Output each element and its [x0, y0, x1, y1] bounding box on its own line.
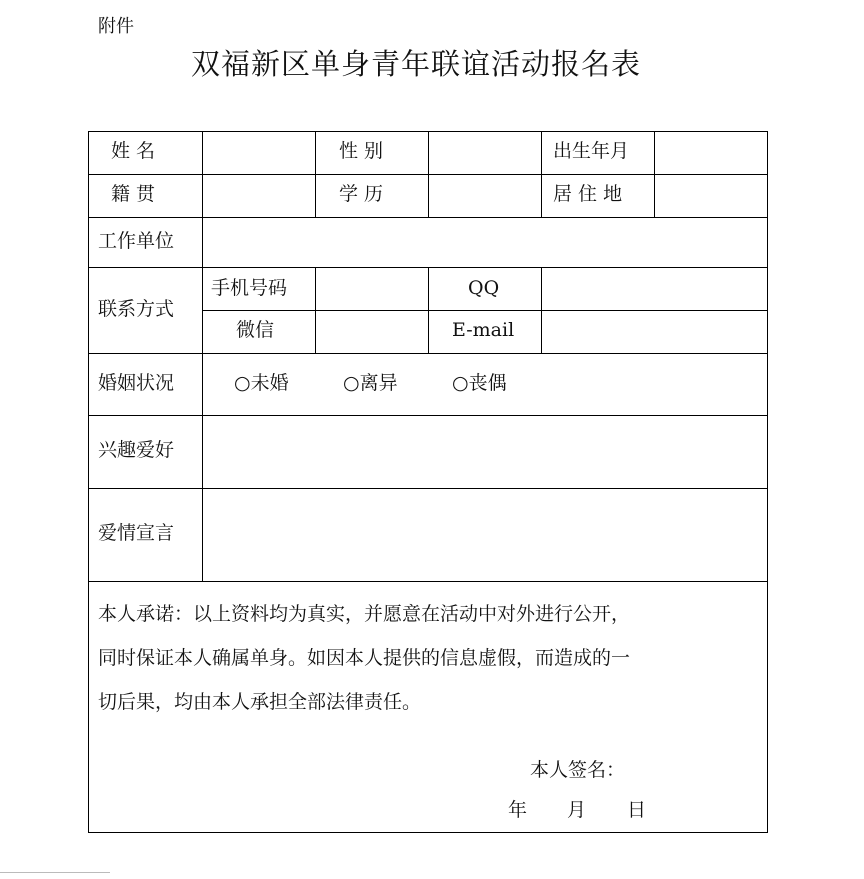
qq-field[interactable]: [542, 268, 767, 310]
marital-option-unmarried[interactable]: ○未婚: [234, 372, 289, 394]
registration-form: [88, 131, 768, 833]
native-place-label: 籍 贯: [111, 183, 156, 205]
attachment-label: 附件: [98, 16, 134, 37]
hobbies-label: 兴趣爱好: [98, 439, 175, 461]
date-day: 日: [627, 799, 647, 821]
wechat-field[interactable]: [316, 311, 428, 353]
gender-field[interactable]: [429, 132, 541, 174]
marital-status-label: 婚姻状况: [98, 372, 175, 394]
name-field[interactable]: [203, 132, 315, 174]
page-edge-line: [0, 872, 110, 873]
contact-label: 联系方式: [98, 298, 175, 320]
column-divider: [541, 132, 542, 217]
wechat-label: 微信: [236, 319, 275, 341]
education-label: 学 历: [339, 183, 384, 205]
education-field[interactable]: [429, 175, 541, 217]
residence-field[interactable]: [655, 175, 767, 217]
gender-label: 性 别: [339, 140, 384, 162]
commitment-line: 同时保证本人确属单身。如因本人提供的信息虚假，而造成的一: [98, 647, 631, 669]
love-declaration-label: 爱情宣言: [98, 522, 175, 544]
phone-field[interactable]: [316, 268, 428, 310]
native-place-field[interactable]: [203, 175, 315, 217]
name-label: 姓 名: [111, 140, 156, 162]
email-field[interactable]: [542, 311, 767, 353]
birth-label: 出生年月: [553, 140, 630, 162]
employer-field[interactable]: [203, 218, 767, 267]
column-divider: [315, 132, 316, 217]
commitment-line: 本人承诺：以上资料均为真实，并愿意在活动中对外进行公开，: [98, 603, 631, 625]
employer-label: 工作单位: [98, 230, 175, 252]
email-label: E-mail: [452, 319, 515, 341]
residence-label: 居 住 地: [553, 183, 623, 205]
signature-label: 本人签名：: [530, 759, 626, 781]
row-divider: [89, 353, 767, 354]
birth-field[interactable]: [655, 132, 767, 174]
date-year: 年: [508, 799, 528, 821]
marital-option-widowed[interactable]: ○丧偶: [452, 372, 507, 394]
date-month: 月: [567, 799, 587, 821]
row-divider: [89, 581, 767, 582]
commitment-text: [98, 592, 758, 724]
column-divider: [428, 267, 429, 353]
hobbies-field[interactable]: [203, 416, 767, 488]
qq-label: QQ: [468, 277, 500, 299]
commitment-line: 切后果，均由本人承担全部法律责任。: [98, 691, 422, 713]
love-declaration-field[interactable]: [203, 489, 767, 581]
phone-label: 手机号码: [211, 277, 288, 299]
form-title: 双福新区单身青年联谊活动报名表: [190, 47, 641, 81]
marital-option-divorced[interactable]: ○离异: [343, 372, 398, 394]
